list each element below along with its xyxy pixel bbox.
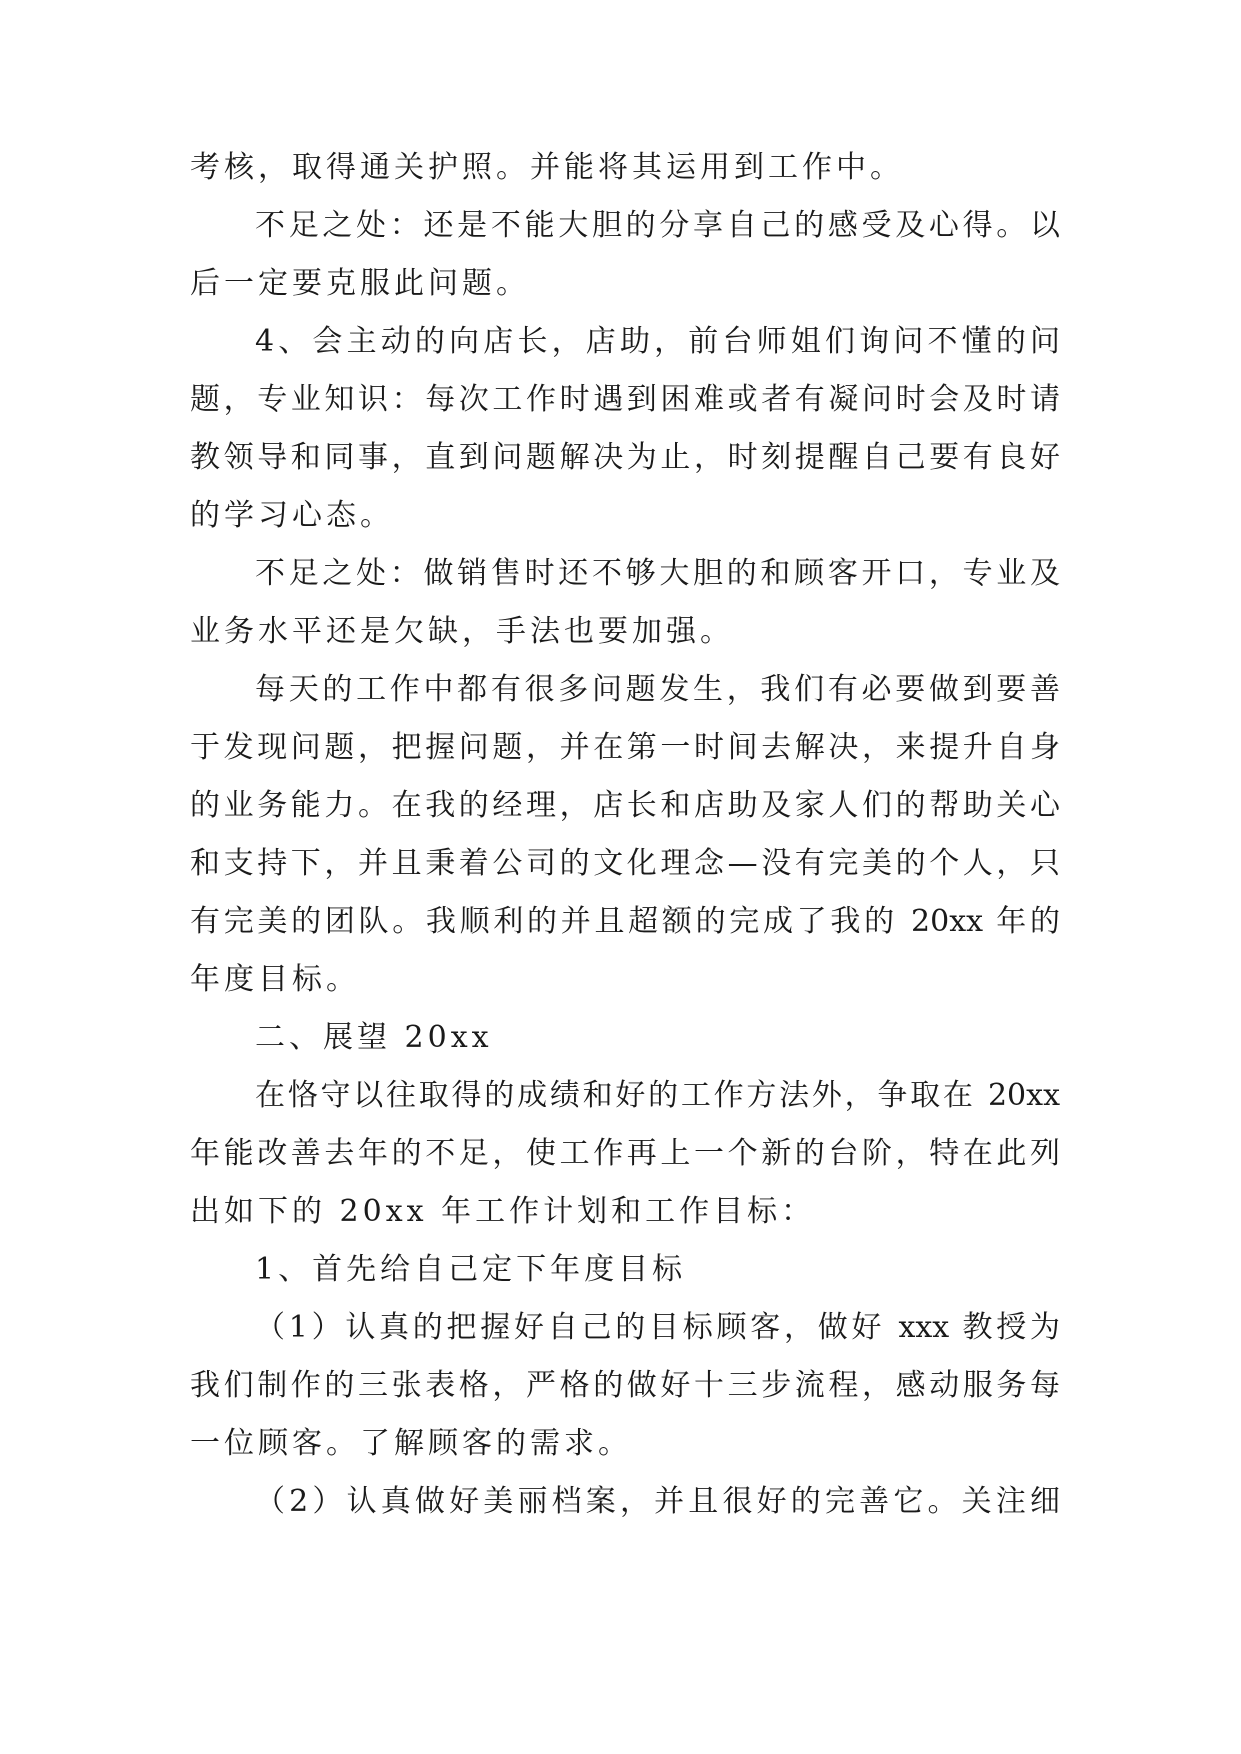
text-line: 的学习心态。 xyxy=(190,498,394,533)
text-line: 我们制作的三张表格，严格的做好十三步流程，感动服务每 xyxy=(190,1368,1060,1403)
text-line: 在恪守以往取得的成绩和好的工作方法外，争取在 20xx xyxy=(255,1078,1060,1113)
text-line: 不足之处：做销售时还不够大胆的和顾客开口，专业及 xyxy=(255,556,1060,591)
text-line: 4、会主动的向店长，店助，前台师姐们询问不懂的问 xyxy=(255,324,1060,359)
text-line: 年度目标。 xyxy=(190,962,360,997)
text-line: 每天的工作中都有很多问题发生，我们有必要做到要善 xyxy=(255,672,1060,707)
text-line: （2）认真做好美丽档案，并且很好的完善它。关注细 xyxy=(255,1484,1060,1519)
text-line: 一位顾客。了解顾客的需求。 xyxy=(190,1426,632,1461)
text-line: 和支持下，并且秉着公司的文化理念—没有完美的个人，只 xyxy=(190,846,1060,881)
text-line: 业务水平还是欠缺，手法也要加强。 xyxy=(190,614,734,649)
text-line: 出如下的 20xx 年工作计划和工作目标： xyxy=(190,1194,816,1229)
text-line: 后一定要克服此问题。 xyxy=(190,266,530,301)
text-line: 题，专业知识：每次工作时遇到困难或者有凝问时会及时请 xyxy=(190,382,1060,417)
text-line: 的业务能力。在我的经理，店长和店助及家人们的帮助关心 xyxy=(190,788,1060,823)
text-line: 考核，取得通关护照。并能将其运用到工作中。 xyxy=(190,150,904,185)
text-line: 年能改善去年的不足，使工作再上一个新的台阶，特在此列 xyxy=(190,1136,1060,1171)
text-line: 有完美的团队。我顺利的并且超额的完成了我的 20xx 年的 xyxy=(190,904,1060,939)
text-line: （1）认真的把握好自己的目标顾客，做好 xxx 教授为 xyxy=(255,1310,1060,1345)
section-heading: 二、展望 20xx xyxy=(255,1020,493,1055)
text-line: 不足之处：还是不能大胆的分享自己的感受及心得。以 xyxy=(255,208,1060,243)
text-line: 1、首先给自己定下年度目标 xyxy=(255,1252,687,1287)
text-line: 于发现问题，把握问题，并在第一时间去解决，来提升自身 xyxy=(190,730,1060,765)
text-line: 教领导和同事，直到问题解决为止，时刻提醒自己要有良好 xyxy=(190,440,1060,475)
